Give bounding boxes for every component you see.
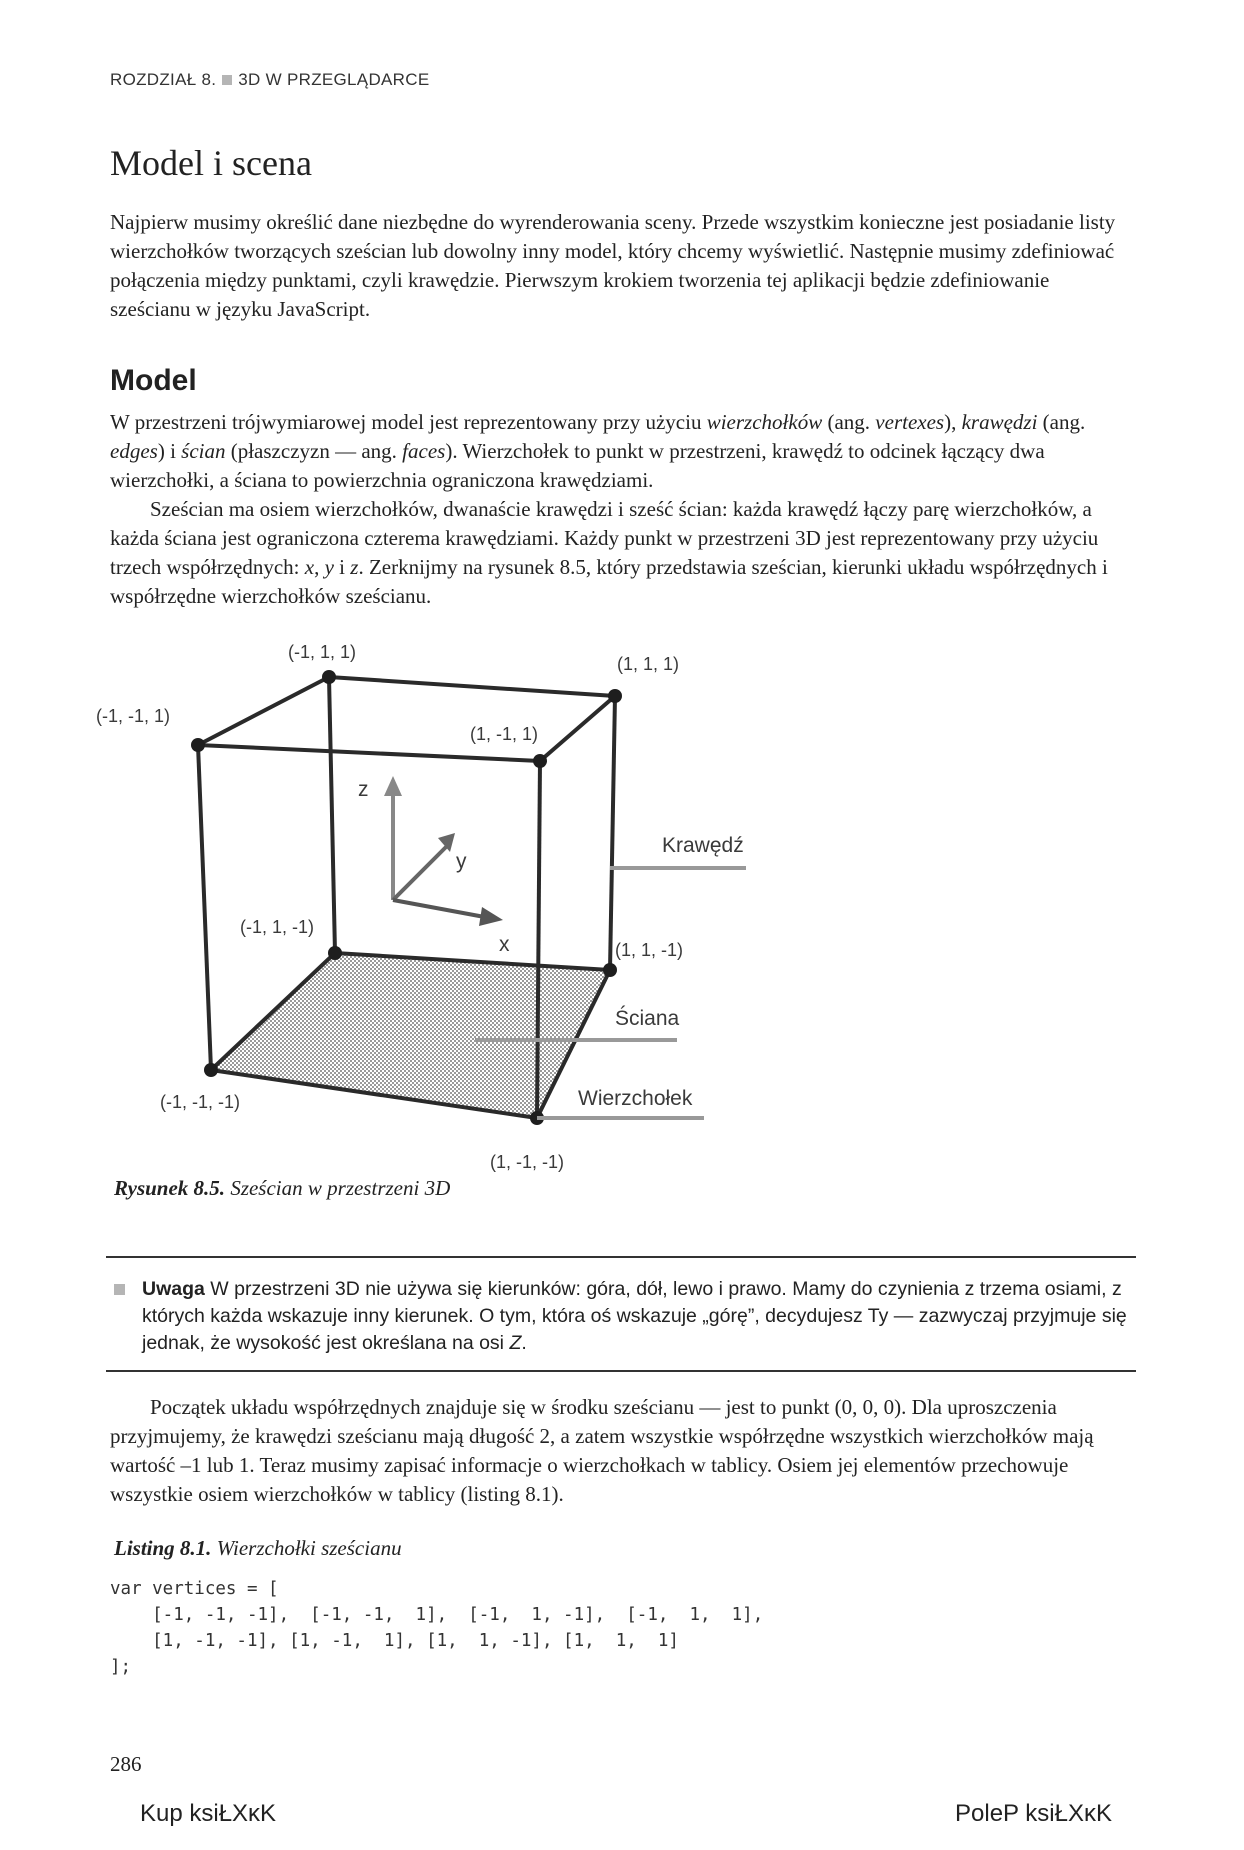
vertex-dot bbox=[603, 963, 617, 977]
vertex-label: (1, 1, 1) bbox=[617, 654, 680, 674]
cube-edge bbox=[329, 677, 335, 953]
note-text bbox=[142, 1276, 1132, 1357]
cube-figure bbox=[90, 628, 790, 1178]
note-box bbox=[106, 1256, 1136, 1372]
vertex-dot bbox=[322, 670, 336, 684]
text-run: ), bbox=[944, 410, 962, 434]
page-number: 286 bbox=[110, 1752, 142, 1776]
y-axis bbox=[393, 845, 448, 900]
axis-label-y: y bbox=[456, 850, 467, 873]
term-edges: edges bbox=[110, 439, 158, 463]
text-run: Sześcian ma osiem wierzchołków, dwanaście krawędzi i sześć ścian: każda krawędź łączy parę wierzchołków, a każda ściana jest ograniczona czterema krawędziami. Każdy punkt w przestrzeni 3D jest reprezentowany przy użyciu trzech współrzędnych: bbox=[110, 497, 1099, 579]
text-run: . Zerknijmy na rysunek 8.5, który przedstawia sześcian, kierunki układu współrzędnych i współrzędne wierzchołków sześcianu. bbox=[110, 555, 1108, 608]
cube-edge bbox=[198, 745, 540, 761]
text-run: (płaszczyzn — ang. bbox=[225, 439, 403, 463]
term-vertices: wierzchołków bbox=[706, 410, 823, 434]
note-label: Uwaga bbox=[142, 1278, 205, 1300]
text-run: , bbox=[314, 555, 325, 579]
x-axis bbox=[393, 900, 490, 918]
code-listing: var vertices = [ [-1, -1, -1], [-1, -1, 1], [-1, 1, -1], [-1, 1, 1], [1, -1, -1], [1, -1, 1], [1, 1, -1], [1, 1, 1] ]; bbox=[110, 1579, 764, 1677]
cube-edge bbox=[329, 677, 615, 696]
vertex-label: (1, -1, 1) bbox=[470, 724, 539, 744]
callout-face: Ściana bbox=[615, 1007, 680, 1030]
chapter-number: ROZDZIAŁ 8. bbox=[110, 70, 217, 89]
note-end: . bbox=[521, 1332, 527, 1354]
vertex-label: (-1, 1, 1) bbox=[288, 642, 357, 662]
vertex-label: (-1, -1, -1) bbox=[160, 1092, 241, 1112]
vertex-label: (1, 1, -1) bbox=[615, 940, 684, 960]
text-run: i bbox=[333, 555, 351, 579]
coord-z: z bbox=[350, 555, 359, 579]
vertex-dot bbox=[608, 689, 622, 703]
text-run: (ang. bbox=[1037, 410, 1086, 434]
vertex-label: (1, -1, -1) bbox=[490, 1152, 565, 1172]
note-body: W przestrzeni 3D nie używa się kierunków: góra, dół, lewo i prawo. Mamy do czynienia z trzema osiami, z których każda wskazuje inny kierunek. O tym, która oś wskazuje „górę”, decydujesz Ty — zazwyczaj przyjmuje się jednak, że wysokość jest określana na osi bbox=[142, 1278, 1127, 1354]
cube-edge bbox=[198, 745, 211, 1070]
vertex-dot bbox=[204, 1063, 218, 1077]
origin-paragraph: Początek układu współrzędnych znajduje się w środku sześcianu — jest to punkt (0, 0, 0). Dla uproszczenia przyjmujemy, że krawędzi sześcianu mają długość 2, a zatem wszystkie współrzędne wszystkich wierzchołków mają wartość –1 lub 1. Teraz musimy zapisać informacje o wierzchołkach w tablicy. Osiem jej elementów przechowuje wszystkie osiem wierzchołków w tablicy (listing 8.1). bbox=[110, 1395, 1094, 1506]
coord-x: x bbox=[304, 555, 315, 579]
text-run: ) i bbox=[157, 439, 182, 463]
cube-edge bbox=[610, 696, 615, 970]
callout-edge: Krawędź bbox=[662, 834, 744, 857]
axis-label-z: z bbox=[358, 778, 369, 801]
note-axis: Z bbox=[509, 1332, 522, 1354]
z-axis-arrowhead bbox=[384, 776, 402, 796]
intro-paragraph: Najpierw musimy określić dane niezbędne do wyrenderowania sceny. Przede wszystkim konieczne jest posiadanie listy wierzchołków tworzących sześcian lub dowolny inny model, który chcemy wyświetlić. Następnie musimy zdefiniować połączenia między punktami, czyli krawędzie. Pierwszym krokiem tworzenia tej aplikacji będzie zdefiniowanie sześcianu w języku JavaScript. bbox=[110, 210, 1116, 321]
running-head bbox=[110, 70, 429, 90]
listing-number: Listing 8.1. bbox=[114, 1536, 212, 1560]
cube-edge bbox=[540, 696, 615, 761]
listing-caption bbox=[114, 1536, 402, 1561]
term-faces-pl: ścian bbox=[181, 439, 226, 463]
figure-caption bbox=[114, 1176, 450, 1201]
term-vertexes: vertexes bbox=[875, 410, 945, 434]
subsection-title: Model bbox=[110, 364, 197, 397]
model-paragraph-2 bbox=[110, 495, 1120, 611]
term-edges-pl: krawędzi bbox=[961, 410, 1038, 434]
model-paragraph-1 bbox=[110, 408, 1120, 495]
text-run: (ang. bbox=[822, 410, 876, 434]
text-run: W przestrzeni trójwymiarowej model jest reprezentowany przy użyciu bbox=[110, 410, 707, 434]
vertex-dot bbox=[533, 754, 547, 768]
axis-label-x: x bbox=[499, 933, 510, 956]
figure-caption-text: Sześcian w przestrzeni 3D bbox=[230, 1176, 451, 1200]
note-square-icon bbox=[114, 1284, 125, 1295]
term-faces: faces bbox=[402, 439, 446, 463]
cube-edge bbox=[198, 677, 329, 745]
x-axis-arrowhead bbox=[479, 907, 503, 926]
figure-number: Rysunek 8.5. bbox=[114, 1176, 226, 1200]
text-run: ). Wierzchołek to punkt w przestrzeni, krawędź to odcinek łączący dwa wierzchołki, a ściana to powierzchnia ograniczona krawędziami. bbox=[110, 439, 1045, 492]
footer-buy-link[interactable]: Kup ksiŁХĸK bbox=[140, 1800, 277, 1827]
vertex-dot bbox=[328, 946, 342, 960]
callout-vertex: Wierzchołek bbox=[578, 1087, 693, 1110]
cube-diagram bbox=[90, 628, 790, 1178]
coord-y: y bbox=[324, 555, 334, 579]
vertex-dot bbox=[191, 738, 205, 752]
separator-square-icon bbox=[222, 75, 232, 85]
vertex-label: (-1, -1, 1) bbox=[96, 706, 171, 726]
chapter-title: 3D W PRZEGLĄDARCE bbox=[238, 70, 430, 89]
listing-caption-text: Wierzchołki sześcianu bbox=[216, 1536, 402, 1560]
vertex-label: (-1, 1, -1) bbox=[240, 917, 315, 937]
section-title: Model i scena bbox=[110, 143, 312, 183]
footer-recommend-link[interactable]: PoleP ksiŁХĸK bbox=[955, 1800, 1112, 1827]
